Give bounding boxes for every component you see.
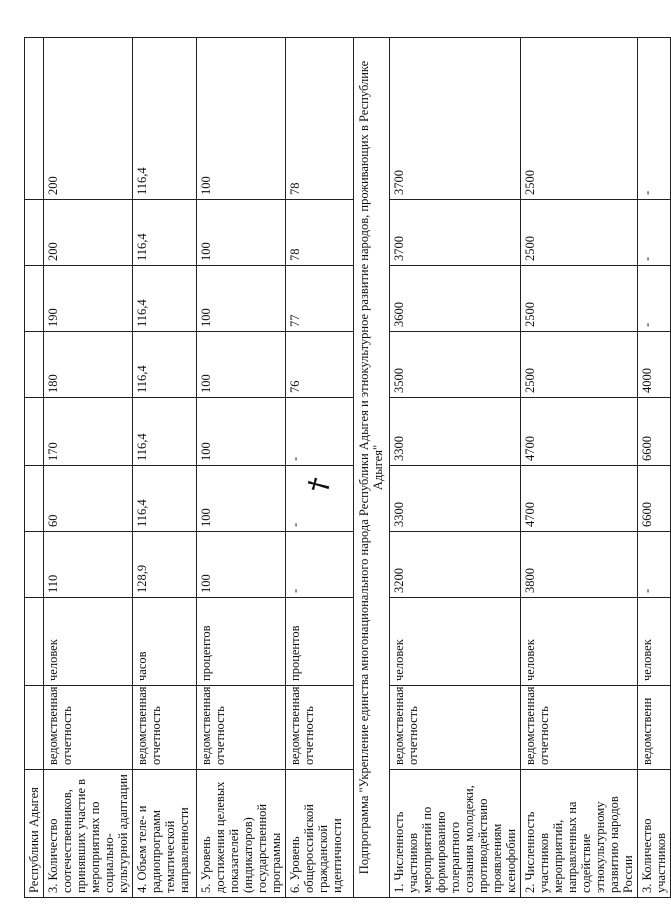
table-row xyxy=(286,38,354,898)
indicator-cell: 2. Численность участников мероприятий, направленных на содействие этнокультурному развитию народов России xyxy=(521,770,638,898)
table-row xyxy=(25,38,44,898)
value-cell xyxy=(25,332,44,398)
indicator-cell: 4. Объем теле- и радиопрограмм тематической направленности xyxy=(133,770,197,898)
source-cell: ведомственная отчетность xyxy=(197,686,286,770)
value-cell xyxy=(25,466,44,532)
unit-cell: часов xyxy=(133,598,197,686)
unit-cell: человек xyxy=(44,598,133,686)
source-cell: ведомственная отчетность xyxy=(44,686,133,770)
unit-cell: человек xyxy=(521,598,638,686)
value-cell: 100 xyxy=(197,398,286,466)
value-cell: - xyxy=(286,532,354,598)
indicator-cell: 6. Уровень общероссийской гражданской идентичности xyxy=(286,770,354,898)
value-cell: 3300 xyxy=(390,466,521,532)
value-cell: 4700 xyxy=(521,398,638,466)
value-cell: 3800 xyxy=(521,532,638,598)
value-cell: 3700 xyxy=(390,38,521,200)
table-row xyxy=(133,38,197,898)
value-cell: 76 xyxy=(286,332,354,398)
value-cell xyxy=(25,398,44,466)
table-row xyxy=(197,38,286,898)
value-cell: 3300 xyxy=(390,398,521,466)
value-cell: 100 xyxy=(197,266,286,332)
value-cell: 100 xyxy=(197,532,286,598)
value-cell: 2500 xyxy=(521,332,638,398)
value-cell: 3700 xyxy=(390,200,521,266)
unit-cell xyxy=(25,598,44,686)
value-cell: 2500 xyxy=(521,200,638,266)
value-cell: 200 xyxy=(44,38,133,200)
value-cell: 180 xyxy=(44,332,133,398)
value-cell xyxy=(25,38,44,200)
value-cell: - xyxy=(286,398,354,466)
value-cell: 100 xyxy=(197,466,286,532)
table-row xyxy=(638,38,671,898)
value-cell: 116,4 xyxy=(133,38,197,200)
value-cell: 4700 xyxy=(521,466,638,532)
unit-cell: человек xyxy=(638,598,671,686)
source-cell: ведомственная отчетность xyxy=(521,686,638,770)
value-cell xyxy=(25,266,44,332)
source-cell: ведомственная отчетность xyxy=(390,686,521,770)
indicator-cell: 5. Уровень достижения целевых показателей (индикаторов) государственной программы xyxy=(197,770,286,898)
value-cell: 4000 xyxy=(638,332,671,398)
indicator-cell: 3. Количество участников xyxy=(638,770,671,898)
value-cell: 6600 xyxy=(638,466,671,532)
table-row xyxy=(390,38,521,898)
value-cell: 78 xyxy=(286,38,354,200)
indicator-cell: 1. Численность участников мероприятий по формированию толерантного сознания молодежи, противодействию проявлениям ксенофобии xyxy=(390,770,521,898)
value-cell xyxy=(25,200,44,266)
unit-cell: процентов xyxy=(286,598,354,686)
handwritten-mark: † xyxy=(302,474,336,496)
unit-cell: человек xyxy=(390,598,521,686)
value-cell: 116,4 xyxy=(133,266,197,332)
value-cell: 3500 xyxy=(390,332,521,398)
source-cell: ведомственная отчетность xyxy=(133,686,197,770)
indicator-cell: Республики Адыгея xyxy=(25,770,44,898)
value-cell: 6600 xyxy=(638,398,671,466)
value-cell: 100 xyxy=(197,332,286,398)
value-cell: 200 xyxy=(44,200,133,266)
value-cell: 100 xyxy=(197,38,286,200)
value-cell: 2500 xyxy=(521,38,638,200)
value-cell: 2500 xyxy=(521,266,638,332)
value-cell: 60 xyxy=(44,466,133,532)
value-cell: 116,4 xyxy=(133,398,197,466)
indicator-cell: 3. Количество соотечественников, принявших участие в мероприятиях по социально-культурной адаптации xyxy=(44,770,133,898)
value-cell: 190 xyxy=(44,266,133,332)
rotated-table-sheet xyxy=(24,38,668,898)
value-cell: 116,4 xyxy=(133,200,197,266)
value-cell: 170 xyxy=(44,398,133,466)
value-cell: 3200 xyxy=(390,532,521,598)
value-cell: - xyxy=(638,266,671,332)
value-cell: 78 xyxy=(286,200,354,266)
subprogram-row xyxy=(354,38,390,898)
value-cell: 77 xyxy=(286,266,354,332)
value-cell: 116,4 xyxy=(133,332,197,398)
value-cell: - xyxy=(638,38,671,200)
indicators-table xyxy=(24,37,671,898)
value-cell: 110 xyxy=(44,532,133,598)
value-cell: 116,4 xyxy=(133,466,197,532)
value-cell: - xyxy=(638,532,671,598)
value-cell: - xyxy=(638,200,671,266)
source-cell xyxy=(25,686,44,770)
value-cell: - xyxy=(286,466,354,532)
source-cell: ведомственная отчетность xyxy=(286,686,354,770)
table-row xyxy=(44,38,133,898)
value-cell xyxy=(25,532,44,598)
source-cell: ведомственн xyxy=(638,686,671,770)
subprogram-title: Подпрограмма "Укрепление единства многонационального народа Республики Адыгея и этнокультурное развитие народов, проживающих в Республике Адыгея" xyxy=(354,38,390,898)
unit-cell: процентов xyxy=(197,598,286,686)
value-cell: 128,9 xyxy=(133,532,197,598)
table-row xyxy=(521,38,638,898)
value-cell: 100 xyxy=(197,200,286,266)
value-cell: 3600 xyxy=(390,266,521,332)
